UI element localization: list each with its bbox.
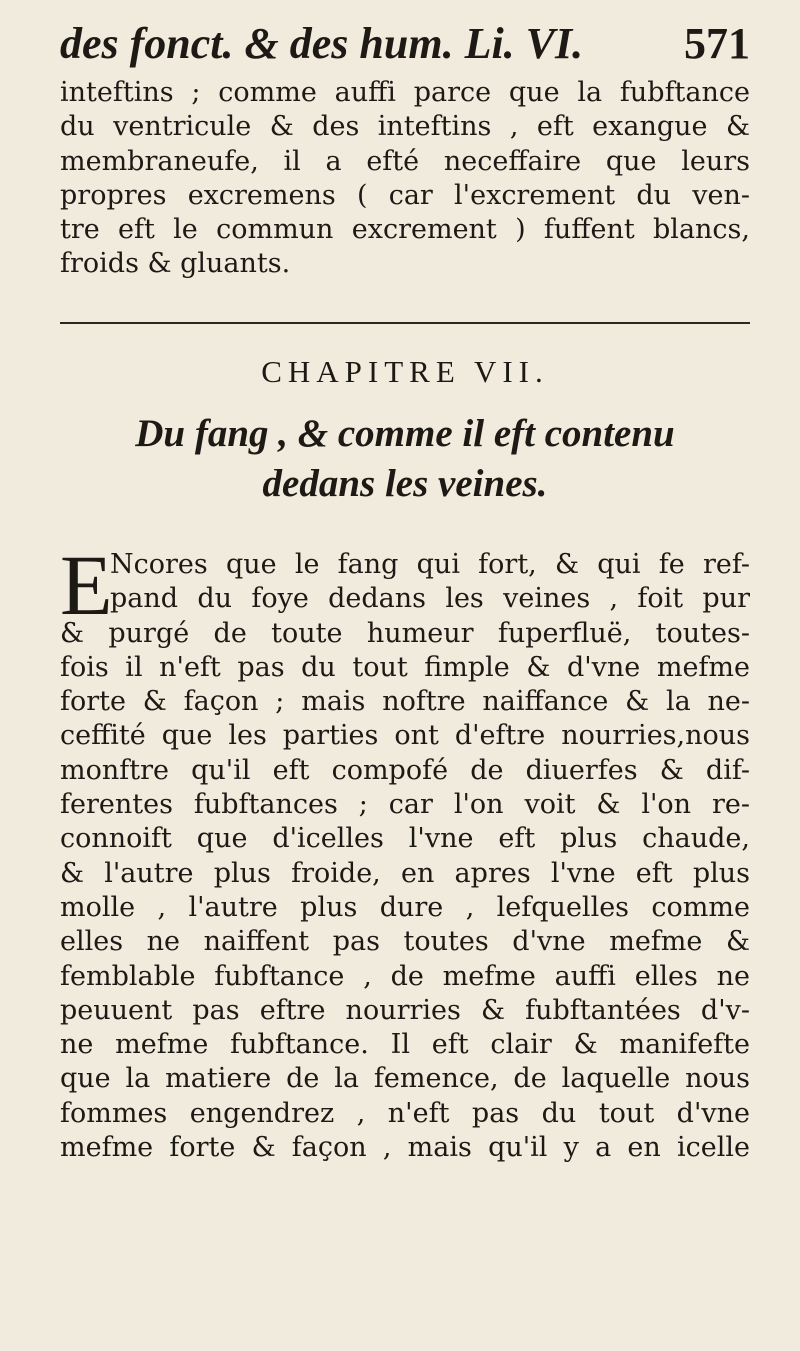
text-line: ferentes fubftances ; car l'on voit & l'on re- [60,789,750,821]
text-line: connoift que d'icelles l'vne eft plus chaude, [60,823,750,855]
text-line: inteftins ; comme auffi parce que la fubftance [60,77,750,108]
text-line: elles ne naiffent pas toutes d'vne mefme & [60,926,750,958]
text-line: & l'autre plus froide, en apres l'vne eft plus [60,857,750,889]
text-line: fois il n'eft pas du tout fimple & d'vne mefme [60,651,750,683]
text-line: forte & façon ; mais noftre naiffance & la ne- [60,686,750,718]
text-line: peuuent pas eftre nourries & fubftantées d'v- [60,994,750,1026]
drop-cap: E [60,537,113,633]
chapter-subtitle-line-2: dedans les veines. [262,462,548,505]
text-line: que la matiere de la femence, de laquelle nous [60,1063,750,1095]
text-line: froids & gluants. [60,248,291,280]
text-line: membraneufe, il a efté neceffaire que leurs [60,145,750,177]
text-line: fommes engendrez , n'eft pas du tout d'vne [60,1097,750,1129]
text-line: tre eft le commun excrement ) fuffent blancs, [60,214,750,246]
chapter-heading: CHAPITRE VII. [261,354,549,389]
paragraph-main [60,537,750,1165]
text-line: monftre qu'il eft compofé de diuerfes & dif- [60,754,750,786]
text-line: mefme forte & façon , mais qu'il y a en icelle [60,1132,750,1164]
text-line: pand du foye dedans les veines , foit pur [110,583,750,615]
running-head-title: des fonct. & des hum. Li. VI. [60,19,584,68]
text-line: ceffité que les parties ont d'eftre nourries,nous [60,720,750,752]
text-line: Ncores que le fang qui fort, & qui fe ref- [110,549,750,580]
text-line: & purgé de toute humeur fuperfluë, toutes- [60,617,750,649]
text-line: du ventricule & des inteftins , eft exangue & [60,111,750,143]
text-line: molle , l'autre plus dure , lefquelles comme [60,891,750,923]
paragraph-continuation [60,76,750,282]
chapter-subtitle-line-1: Du fang , & comme il eft contenu [135,412,675,455]
running-head [60,16,750,72]
text-line: ne mefme fubftance. Il eft clair & manifefte [60,1029,750,1061]
text-line: femblable fubftance , de mefme auffi elles ne [60,960,750,992]
section-divider [60,322,750,324]
page-number: 571 [684,19,750,68]
text-line: propres excremens ( car l'excrement du ven- [60,179,750,211]
